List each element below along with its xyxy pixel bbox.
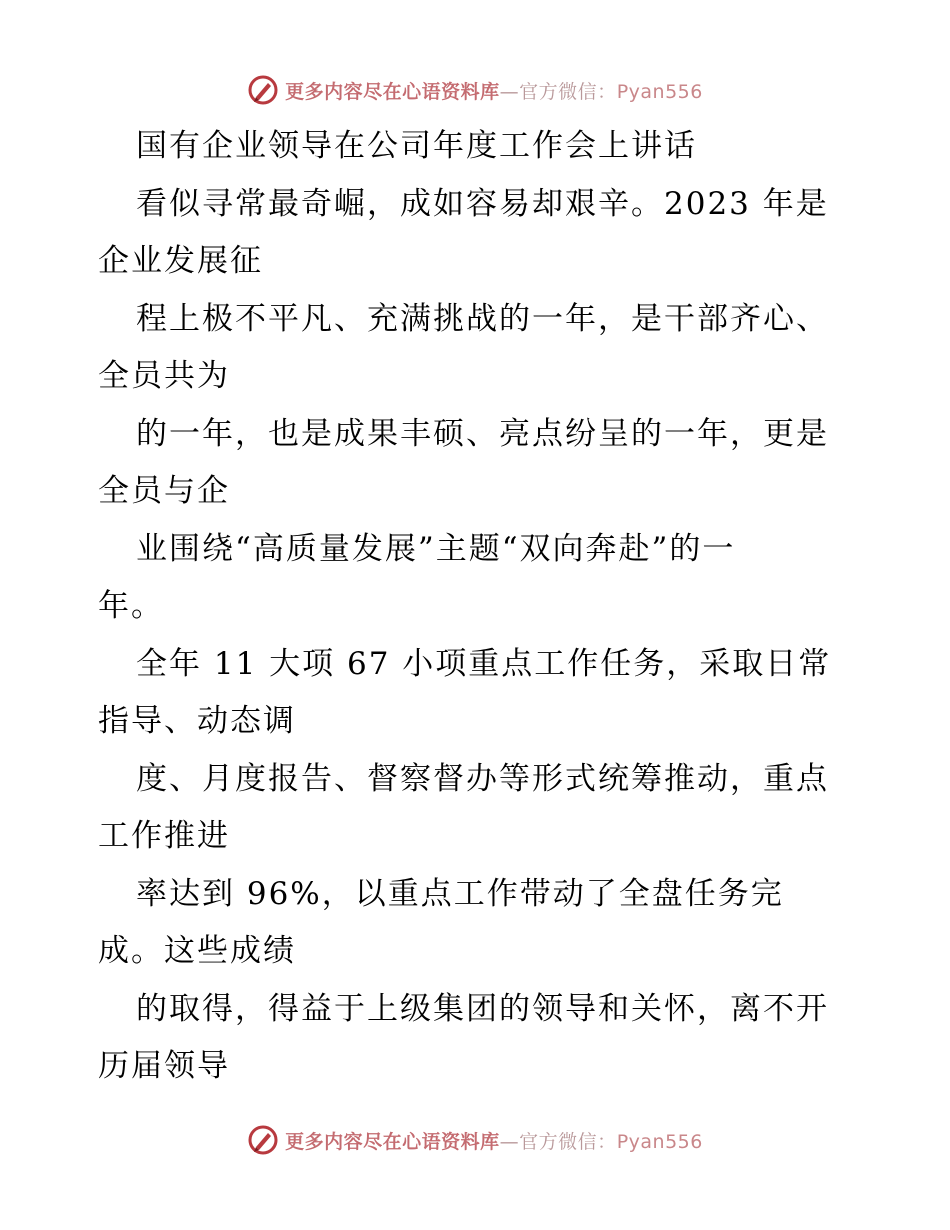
text-line: 企业发展征 (98, 243, 263, 279)
footer-watermark (0, 1120, 950, 1160)
text-line: 全员共为 (98, 358, 230, 394)
text-line: 全员与企 (98, 473, 230, 509)
text-line: 度、月度报告、督察督办等形式统筹推动，重点 (136, 760, 829, 797)
text-line: 工作推进 (98, 818, 230, 854)
watermark-brand: 更多内容尽在心语资料库 (285, 1130, 500, 1153)
text-line: 指导、动态调 (98, 703, 296, 739)
text-line: 看似寻常最奇崛，成如容易却艰辛。2023 年是 (136, 185, 829, 222)
watermark-label: —官方微信： (499, 80, 617, 103)
watermark-label: —官方微信： (499, 1130, 617, 1153)
text-line: 年。 (98, 588, 164, 624)
pen-logo-icon (247, 74, 279, 106)
watermark-wechat-id: Pyan556 (616, 1130, 703, 1153)
text-line: 的一年，也是成果丰硕、亮点纷呈的一年，更是 (136, 415, 829, 452)
text-line: 的取得，得益于上级集团的领导和关怀，离不开 (136, 990, 829, 1027)
watermark-text (285, 1127, 703, 1154)
text-line: 业围绕“高质量发展”主题“双向奔赴”的一 (136, 530, 736, 567)
text-line: 历届领导 (98, 1048, 230, 1084)
header-watermark (0, 70, 950, 110)
text-line: 成。这些成绩 (98, 933, 296, 969)
watermark-text (285, 77, 703, 104)
document-body (98, 118, 858, 1096)
pen-logo-icon (247, 1124, 279, 1156)
text-line: 程上极不平凡、充满挑战的一年，是干部齐心、 (136, 300, 829, 337)
document-title: 国有企业领导在公司年度工作会上讲话 (136, 128, 697, 164)
text-line: 全年 11 大项 67 小项重点工作任务，采取日常 (136, 645, 832, 682)
watermark-brand: 更多内容尽在心语资料库 (285, 80, 500, 103)
watermark-wechat-id: Pyan556 (616, 80, 703, 103)
text-line: 率达到 96%，以重点工作带动了全盘任务完 (136, 875, 784, 912)
